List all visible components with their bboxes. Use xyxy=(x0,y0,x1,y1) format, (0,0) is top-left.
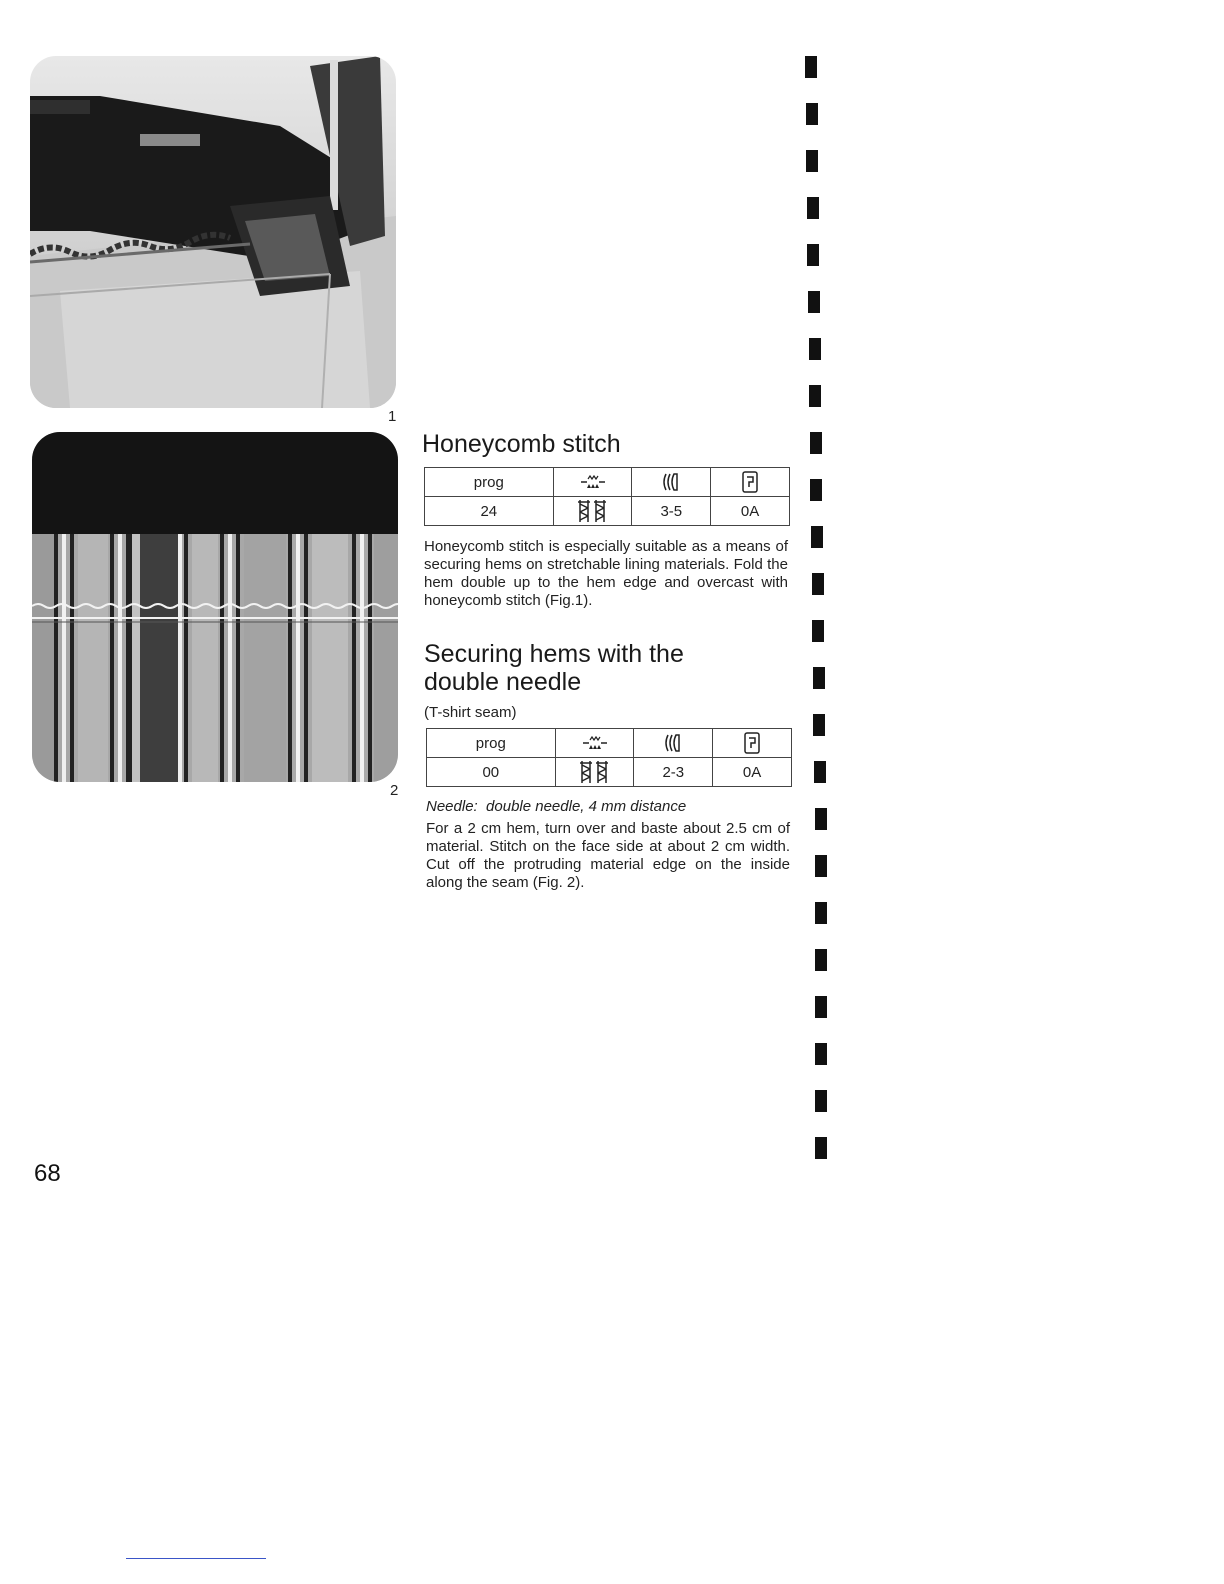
page-number: 68 xyxy=(34,1160,61,1187)
honeycomb-stitch-symbol-icon xyxy=(576,498,610,524)
edge-tab-mark xyxy=(805,56,817,78)
figure-1-sewing-photo xyxy=(30,56,396,408)
footer-rule xyxy=(126,1558,266,1559)
stitch-width-header xyxy=(553,468,632,497)
figure-1-number: 1 xyxy=(388,408,397,425)
honeycomb-description: Honeycomb stitch is especially suitable as a means of securing hems on stretchable lining materials. Fold the hem double up to the hem edge and overcast with honeycomb stitch (Fig.1). xyxy=(424,538,788,609)
edge-tab-mark xyxy=(812,620,824,642)
honeycomb-settings-table xyxy=(424,467,790,526)
stitch-width-header xyxy=(555,729,634,758)
double-needle-stitch-symbol-icon xyxy=(578,759,612,785)
prog-header: prog xyxy=(427,729,556,758)
edge-tab-mark xyxy=(807,197,819,219)
stitch-width-icon xyxy=(581,733,609,753)
edge-tab-mark xyxy=(815,1043,827,1065)
double-needle-stitch-symbol xyxy=(555,758,634,787)
edge-tab-mark xyxy=(813,667,825,689)
presser-foot-icon xyxy=(743,731,761,755)
presser-foot-icon xyxy=(741,470,759,494)
needle-note: Needle: double needle, 4 mm distance xyxy=(426,798,687,815)
figure-2-number: 2 xyxy=(390,782,399,799)
edge-tab-mark xyxy=(807,244,819,266)
double-needle-subtitle: (T-shirt seam) xyxy=(424,704,517,721)
honeycomb-stitch-title: Honeycomb stitch xyxy=(422,430,621,458)
edge-tab-mark xyxy=(806,103,818,125)
edge-tab-mark xyxy=(810,432,822,454)
edge-tab-mark xyxy=(815,949,827,971)
stitch-length-header xyxy=(634,729,713,758)
edge-tab-mark xyxy=(815,855,827,877)
prog-header: prog xyxy=(425,468,554,497)
double-needle-title-line2: double needle xyxy=(424,668,582,696)
double-needle-title-line1: Securing hems with the xyxy=(424,640,684,668)
edge-tab-mark xyxy=(806,150,818,172)
figure-2-striped-fabric xyxy=(32,432,398,782)
edge-tab-mark xyxy=(814,761,826,783)
stitch-length-header xyxy=(632,468,711,497)
edge-tab-mark xyxy=(815,808,827,830)
edge-tab-mark xyxy=(810,479,822,501)
edge-tab-mark xyxy=(815,1090,827,1112)
edge-tab-mark xyxy=(809,385,821,407)
prog-value: 00 xyxy=(427,758,556,787)
honeycomb-stitch-symbol xyxy=(553,497,632,526)
edge-tab-mark xyxy=(811,526,823,548)
edge-tab-mark xyxy=(812,573,824,595)
double-needle-description: For a 2 cm hem, turn over and baste about 2.5 cm of material. Stitch on the face side at about 2 cm width. Cut off the protruding material edge on the inside along the seam (Fig. 2). xyxy=(426,820,790,891)
prog-value: 24 xyxy=(425,497,554,526)
stitch-length-icon xyxy=(661,471,681,493)
stitch-width-icon xyxy=(579,472,607,492)
stitch-length-value: 2-3 xyxy=(634,758,713,787)
double-needle-settings-table xyxy=(426,728,792,787)
edge-tab-mark xyxy=(813,714,825,736)
presser-foot-value: 0A xyxy=(713,758,792,787)
presser-foot-header xyxy=(711,468,790,497)
stitch-length-icon xyxy=(663,732,683,754)
edge-tab-mark xyxy=(815,1137,827,1159)
stitch-length-value: 3-5 xyxy=(632,497,711,526)
edge-tab-mark xyxy=(815,996,827,1018)
edge-tab-mark xyxy=(815,902,827,924)
edge-tab-mark xyxy=(809,338,821,360)
edge-tab-mark xyxy=(808,291,820,313)
presser-foot-value: 0A xyxy=(711,497,790,526)
presser-foot-header xyxy=(713,729,792,758)
